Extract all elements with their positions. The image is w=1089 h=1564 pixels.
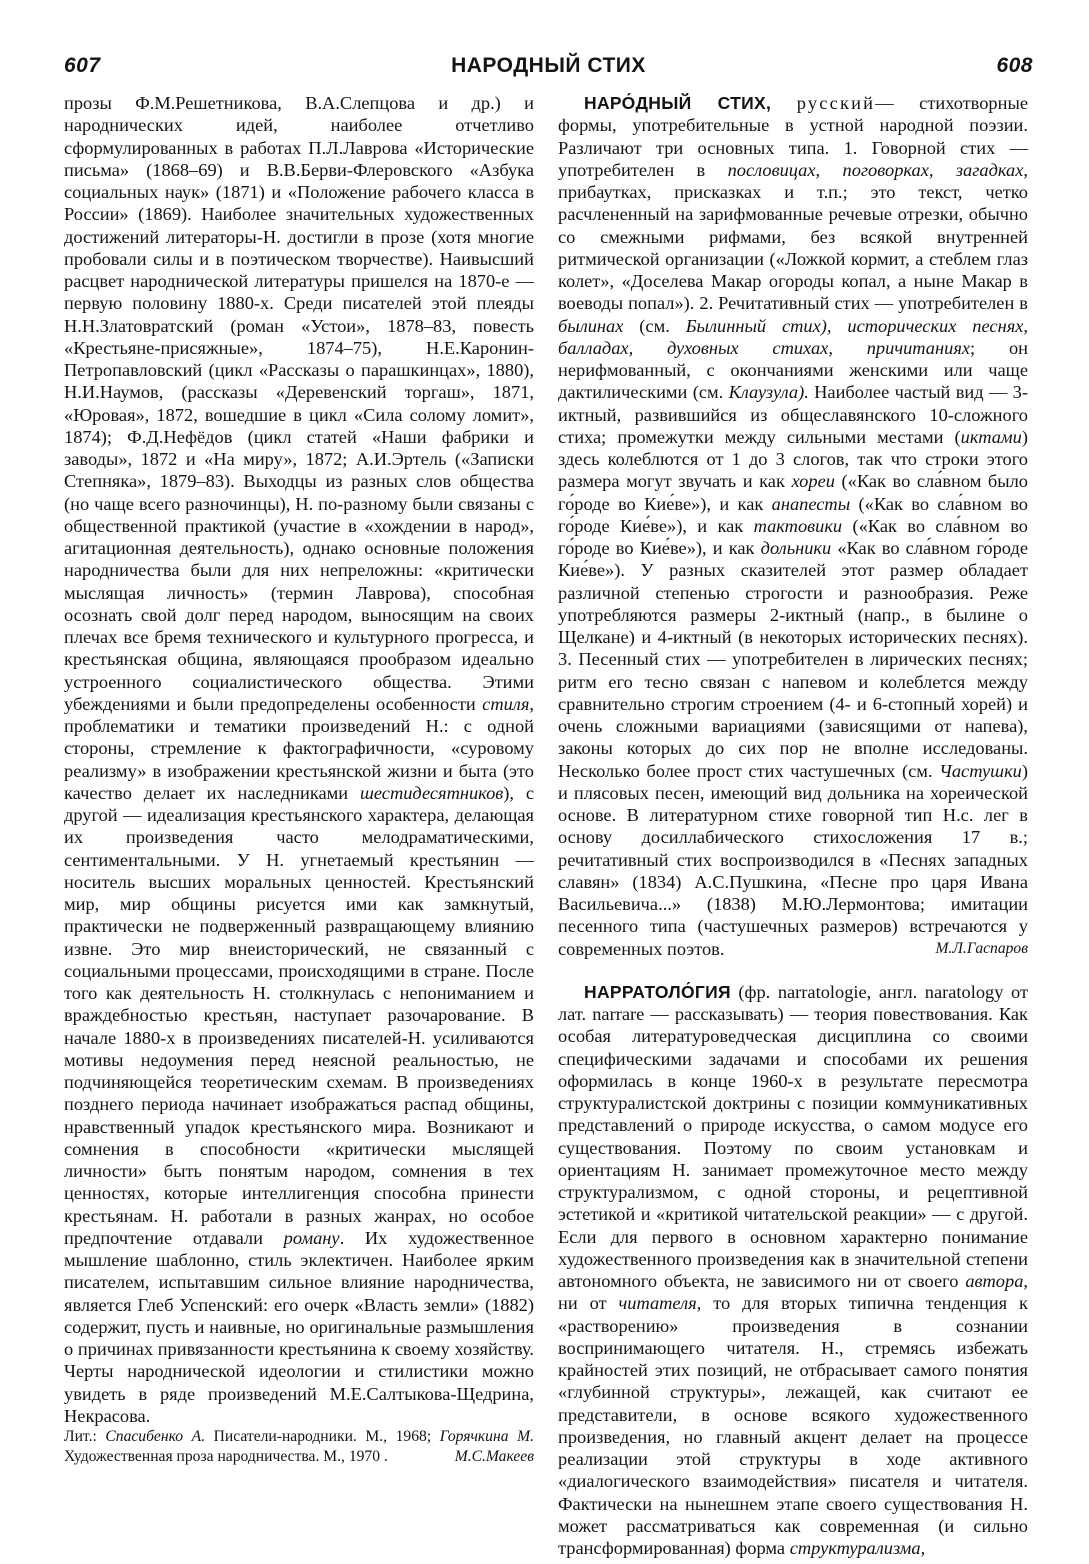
- left-column: [64, 92, 534, 1467]
- headword-narratologiya: НАРРАТОЛО́ГИЯ: [584, 981, 731, 1002]
- page-header: [64, 54, 1033, 84]
- entry-narodnichestvo-continued: прозы Ф.М.Решетникова, В.А.Слепцова и др.) и народнических идей, наиболее отчетливо сформулированных в работах П.Л.Лаврова «Исторические письма» (1868–69) и В.В.Берви-Флеровского «Азбука социальных наук» (1871) и «Положение рабочего класса в России» (1869). Наиболее значительных художественных достижений литераторы-Н. достигли в прозе (хотя многие пробовали силы и в поэтическом творчестве). Наивысший расцвет народнической литературы пришелся на 1870-е — первую половину 1880-х. Среди писателей этой плеяды Н.Н.Златовратский (роман «Устои», 1878–83, повесть «Крестьяне-присяжные», 1874–75), Н.Е.Каронин-Петропавловский (цикл «Рассказы о парашкинцах», 1880), Н.И.Наумов, (рассказы «Деревенский торгаш», 1871, «Юровая», 1872, вошедшие в цикл «Сила солому ломит», 1874); Ф.Д.Нефёдов (цикл статей «Наши фабрики и заводы», 1872 и «На миру», 1872; А.И.Эртель («Записки Степняка», 1879–83). Выходцы из разных слов общества (но чаще всего разночинцы), Н. по-разному были связаны с общественной практикой (участие в «хождении в народ», агитационная деятельность), однако основные положения народничества были для них непреложны: «критически мыслящая личность» (термин Лаврова), способная осознать свой долг перед народом, выносящим на своих плечах все бремя технического и культурного прогресса, и крестьянская община, являющаяся прообразом идеально устроенного социалистического общества. Этими убеждениями и были предопределены особенности стиля, проблематики и тематики произведений Н.: с одной стороны, стремление к фактографичности, «суровому реализму» в изображении крестьянской жизни и быта (это качество делает их наследниками шестидесятников), с другой — идеализация крестьянского характера, делающая их произведения часто мелодраматическими, сентиментальными. У Н. угнетаемый крестьянин — носитель высших моральных ценностей. Крестьянский мир, мир общины рисуется ими как замкнутый, практически не подверженный развращающему влиянию извне. Это мир внеисторический, не связанный с социальными процессами, происходящими в стране. После того как деятельность Н. столкнулась с непониманием и враждебностью крестьян, наступает разочарование. В начале 1880-х в произведениях писателей-Н. усиливаются мотивы недоумения перед неясной реальностью, не подчиняющейся теоретическим схемам. В произведениях позднего периода начинает изображаться распад общины, нравственный упадок крестьянского мира. Возникают и сомнения в способности «критически мыслящей личности» быть понятым народом, сомнения в тех ценностях, которые интеллигенция способна принести крестьянам. Н. работали в разных жанрах, но особое предпочтение отдавали роману. Их художественное мышление шаблонно, стиль эклектичен. Наиболее ярким писателем, испытавшим сильное влияние народничества, является Глеб Успенский: его очерк «Власть земли» (1882) содержит, пусть и наивные, но оригинальные размышления о причинах привязанности крестьянина к своему хозяйству. Черты народнической идеологии и стилистики можно увидеть в ряде произведений М.Е.Салтыкова-Щедрина, Некрасова.: [64, 93, 534, 1426]
- page-number-left: 607: [64, 54, 101, 77]
- headword-narodny-stikh: НАРО́ДНЫЙ СТИХ,: [584, 93, 772, 113]
- author-signature-makeev: М.С.Макеев: [454, 1448, 534, 1465]
- right-column: [558, 92, 1028, 1559]
- entry-narodny-stikh: НАРО́ДНЫЙ СТИХ, русский— стихотворные формы, употребительные в устной народной поэзии. Различают три основных типа. 1. Говорной стих — употребителен в пословицах, поговорках, загадках, прибаутках, присказках и т.п.; это текст, четко расчлененный на зарифмованные речевые отрезки, обычно со смежными рифмами, без всякой внутренней ритмической организации («Ложкой кормит, а стеблем глаз колет», «Доселева Макар огороды копал, а ныне Макар в воеводы попал»). 2. Речитативный стих — употребителен в былинах (см. Былинный стих), исторических песнях, балладах, духовных стихах, причитаниях; он нерифмованный, с окончаниями женскими или чаще дактилическими (см. Клаузула). Наиболее частый вид — 3-иктный, развившийся из общеславянского 10-сложного стиха; промежутки между сильными местами (иктами) здесь колеблются от 1 до 3 слогов, так что строки этого размера могут звучать и как хореи («Как во сла́вном было го́роде во Кие́ве»), и как анапесты («Как во сла́вном во го́роде Кие́ве»), и как тактовики («Как во сла́вном во го́роде во Кие́ве»), и как дольники «Как во сла́вном го́роде Кие́ве»). У разных сказителей этот размер обладает различной степенью строгости и разнообразия. Реже употребляются размеры 2-иктный (напр., в былине о Щелкане) и 4-иктный (в некоторых исторических песнях). 3. Песенный стих — употребителен в лирических песнях; ритм его тесно связан с напевом и колеблется между сравнительно строгим строением (4- и 6-стопный хорей) и очень сложными вариациями (зависящими от напева), законы которых до сих пор не вполне исследованы. Несколько более прост стих частушечных (см. Частушки) и плясовых песен, имеющий вид дольника на хореической основе. В литературном стихе говорной тип Н.с. лег в основу досиллабического стихосложения 17 в.; речитативный стих воспроизводился в «Песнях западных славян» (1834) А.С.Пушкина, «Песне про царя Ивана Васильевича...» (1838) М.Ю.Лермонтова; имитации песенного типа (частушечных размеров) встречаются у современных поэтов. М.Л.Гаспаров: [558, 93, 1029, 959]
- running-title: НАРОДНЫЙ СТИХ: [451, 54, 646, 77]
- author-signature-gasparov: М.Л.Гаспаров: [935, 939, 1028, 957]
- page-number-right: 608: [996, 54, 1033, 77]
- literature-references: Лит.: Спасибенко А. Писатели-народники. М., 1968; Горячкина М. Художественная проза народничества. М., 1970 . М.С.Макеев: [64, 1428, 534, 1465]
- entry-narratologiya: НАРРАТОЛО́ГИЯ (фр. narratologie, англ. naratology от лат. narrare — рассказывать) — теория повествования. Как особая литературоведческая дисциплина со своими специфическими задачами и способами их решения оформилась в конце 1960-х в результате пересмотра структуралистской доктрины с позиции коммуникативных представлений о природе искусства, о самом модусе его существования. Поэтому по своим установкам и ориентациям Н. занимает промежуточное место между структурализмом, с одной стороны, и рецептивной эстетикой и «критикой читательской реакции» — с другой. Если для первого в основном характерно понимание художественного произведения как в значительной степени автономного объекта, не зависимого ни от своего автора, ни от читателя, то для вторых типична тенденция к «растворению» произведения в сознании воспринимающего читателя. Н., стремясь избежать крайностей этих позиций, не отбрасывает самого понятия «глубинной структуры», лежащей, как считают ее представители, в основе всякого художественного произведения, но главный акцент делает на процессе реализации этой структуры в ходе активного «диалогического взаимодействия» писателя и читателя. Фактически на нынешнем этапе своего существования Н. может рассматриваться как современная (и сильно трансформированная) форма структурализма,: [558, 981, 1028, 1558]
